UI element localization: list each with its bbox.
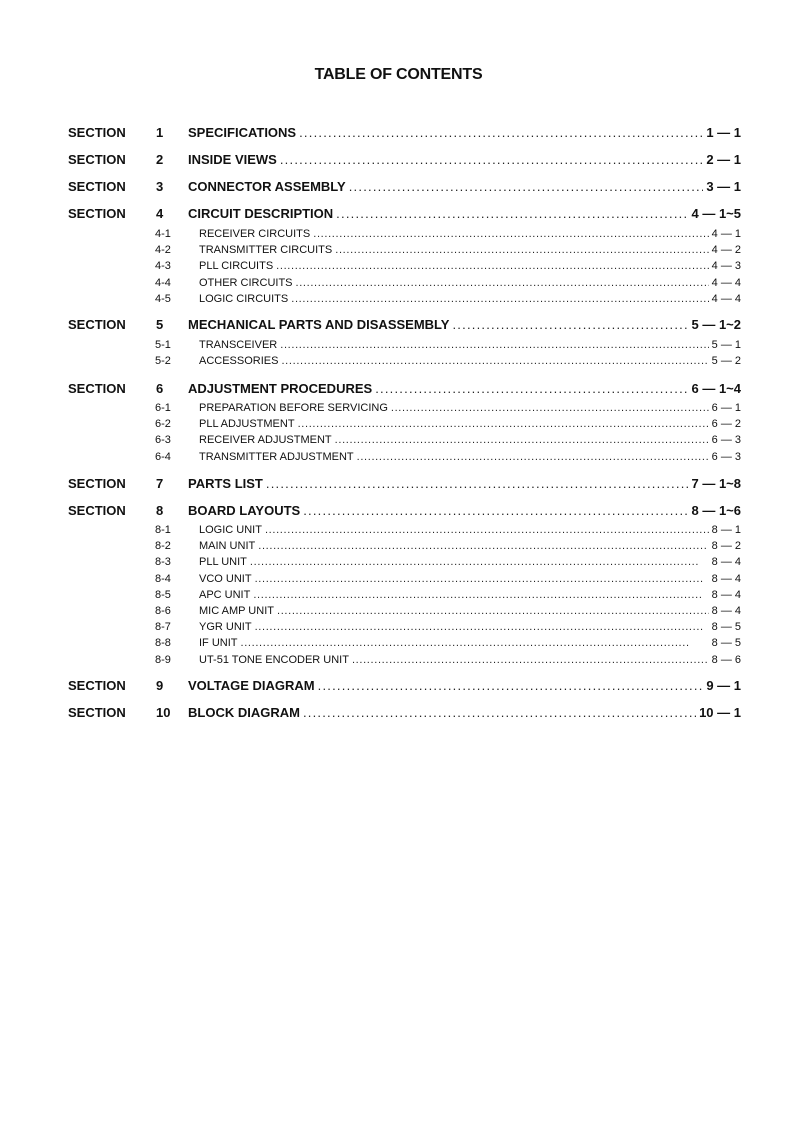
toc-entry [188, 476, 741, 491]
dot-leader [280, 152, 703, 167]
subsection-row [0, 244, 797, 258]
subsection-title: PLL ADJUSTMENT [199, 418, 295, 431]
subsection-title: LOGIC UNIT [199, 524, 262, 536]
subsection-page: 8 — 4 [711, 588, 741, 601]
section-page: 4 — 1~5 [691, 206, 741, 221]
subsection-number: 6-1 [155, 402, 171, 414]
section-label: SECTION [68, 705, 126, 720]
subsection-row [0, 355, 797, 369]
dot-leader [303, 503, 688, 518]
toc-entry [199, 589, 741, 601]
toc-entry [188, 179, 741, 194]
subsection-page: 8 — 4 [711, 605, 741, 617]
dot-leader [335, 244, 708, 256]
dot-leader [335, 434, 709, 446]
subsection-title: UT-51 TONE ENCODER UNIT [199, 653, 349, 666]
section-title: CIRCUIT DESCRIPTION [188, 206, 334, 221]
toc-entry [188, 503, 741, 518]
section-number: 3 [156, 179, 164, 194]
subsection-number: 8-2 [155, 540, 171, 553]
subsection-number: 4-5 [155, 292, 171, 305]
subsection-title: MAIN UNIT [199, 540, 256, 553]
section-number: 8 [156, 503, 164, 518]
subsection-page: 6 — 3 [711, 450, 741, 463]
subsection-number: 6-3 [155, 434, 171, 447]
section-label: SECTION [68, 317, 126, 332]
toc-entry [199, 339, 741, 351]
subsection-number: 8-3 [155, 556, 171, 569]
subsection-number: 8-9 [155, 653, 171, 666]
dot-leader [313, 228, 708, 240]
section-title: SPECIFICATIONS [188, 125, 297, 140]
toc-entry [199, 637, 741, 649]
section-row [0, 317, 797, 333]
subsection-title: TRANSCEIVER [199, 339, 278, 351]
toc-entry [188, 206, 741, 221]
dot-leader [255, 621, 709, 633]
dot-leader [265, 524, 709, 536]
toc-entry [199, 244, 741, 256]
dot-leader [357, 451, 709, 463]
section-page: 1 — 1 [706, 125, 741, 140]
subsection-page: 4 — 4 [711, 292, 741, 305]
toc-entry [199, 621, 741, 633]
section-page: 5 — 1~2 [691, 317, 741, 332]
subsection-row [0, 260, 797, 274]
subsection-page: 4 — 3 [711, 260, 741, 273]
subsection-number: 4-3 [155, 260, 171, 273]
section-label: SECTION [68, 678, 126, 693]
subsection-number: 8-5 [155, 588, 171, 601]
section-page: 2 — 1 [706, 152, 741, 167]
section-row [0, 381, 797, 397]
section-label: SECTION [68, 206, 126, 221]
toc-entry [199, 434, 741, 446]
subsection-number: 4-4 [155, 276, 171, 289]
subsection-row [0, 540, 797, 554]
subsection-number: 8-8 [155, 637, 171, 650]
subsection-number: 4-1 [155, 228, 171, 240]
subsection-page: 6 — 3 [711, 434, 741, 447]
section-label: SECTION [68, 152, 126, 167]
section-row [0, 678, 797, 694]
section-number: 7 [156, 476, 164, 491]
section-label: SECTION [68, 476, 126, 491]
section-label: SECTION [68, 381, 126, 396]
dot-leader [276, 260, 708, 272]
dot-leader [452, 317, 688, 332]
subsection-row [0, 402, 797, 416]
section-number: 1 [156, 125, 164, 140]
subsection-row [0, 556, 797, 570]
subsection-title: YGR UNIT [199, 621, 252, 634]
section-page: 8 — 1~6 [691, 503, 741, 518]
section-row [0, 125, 797, 141]
subsection-title: APC UNIT [199, 588, 251, 601]
subsection-page: 8 — 4 [711, 572, 741, 585]
section-title: PARTS LIST [188, 476, 263, 491]
toc-entry [199, 418, 741, 430]
section-page: 9 — 1 [706, 678, 741, 693]
dot-leader [280, 339, 708, 351]
toc-entry [199, 540, 741, 552]
section-label: SECTION [68, 125, 126, 140]
toc-entry [199, 524, 741, 536]
subsection-row [0, 524, 797, 538]
dot-leader [299, 125, 703, 140]
subsection-page: 8 — 2 [711, 540, 741, 553]
section-label: SECTION [68, 179, 126, 194]
subsection-title: ACCESSORIES [199, 355, 279, 368]
subsection-number: 8-1 [155, 524, 171, 536]
dot-leader [391, 402, 709, 414]
toc-entry [188, 152, 741, 167]
section-row [0, 179, 797, 195]
subsection-row [0, 573, 797, 587]
subsection-page: 8 — 6 [711, 653, 741, 666]
section-title: INSIDE VIEWS [188, 152, 277, 167]
section-title: MECHANICAL PARTS AND DISASSEMBLY [188, 317, 450, 332]
subsection-title: MIC AMP UNIT [199, 605, 274, 617]
toc-entry [188, 317, 741, 332]
subsection-number: 5-2 [155, 355, 171, 368]
subsection-title: IF UNIT [199, 637, 238, 650]
toc-entry [199, 293, 741, 305]
subsection-row [0, 434, 797, 448]
subsection-title: LOGIC CIRCUITS [199, 292, 289, 305]
subsection-number: 8-6 [155, 605, 171, 617]
toc-entry [199, 355, 741, 367]
section-page: 10 — 1 [699, 705, 741, 720]
dot-leader [375, 381, 688, 396]
subsection-title: PLL UNIT [199, 556, 247, 569]
dot-leader [250, 556, 709, 568]
dot-leader [291, 293, 708, 305]
section-page: 7 — 1~8 [691, 476, 741, 491]
subsection-page: 6 — 1 [711, 402, 741, 414]
subsection-page: 4 — 1 [711, 228, 741, 240]
section-number: 6 [156, 381, 164, 396]
section-title: ADJUSTMENT PROCEDURES [188, 381, 373, 396]
dot-leader [349, 179, 704, 194]
subsection-page: 8 — 4 [711, 556, 741, 569]
dot-leader [277, 605, 709, 617]
subsection-row [0, 654, 797, 668]
section-row [0, 476, 797, 492]
subsection-title: PLL CIRCUITS [199, 260, 274, 273]
subsection-page: 6 — 2 [711, 418, 741, 431]
subsection-row [0, 621, 797, 635]
subsection-number: 8-7 [155, 621, 171, 634]
subsection-page: 5 — 2 [711, 355, 741, 368]
subsection-page: 8 — 5 [711, 637, 741, 650]
toc-entry [199, 556, 741, 568]
section-number: 10 [156, 705, 171, 720]
section-title: BLOCK DIAGRAM [188, 705, 300, 720]
section-row [0, 206, 797, 222]
section-row [0, 503, 797, 519]
dot-leader [255, 573, 709, 585]
dot-leader [241, 637, 709, 649]
subsection-row [0, 228, 797, 242]
toc-entry [199, 228, 741, 240]
dot-leader [253, 589, 708, 601]
subsection-row [0, 637, 797, 651]
subsection-row [0, 605, 797, 619]
subsection-row [0, 589, 797, 603]
subsection-row [0, 418, 797, 432]
toc-entry [199, 605, 741, 617]
section-number: 9 [156, 678, 164, 693]
toc-entry [199, 402, 741, 414]
section-row [0, 705, 797, 721]
page-title: TABLE OF CONTENTS [314, 66, 483, 83]
subsection-title: RECEIVER ADJUSTMENT [199, 434, 332, 447]
toc-entry [188, 678, 741, 693]
toc-entry [199, 260, 741, 272]
dot-leader [298, 418, 709, 430]
subsection-page: 4 — 4 [711, 276, 741, 289]
subsection-page: 8 — 5 [711, 621, 741, 634]
section-number: 4 [156, 206, 164, 221]
dot-leader [352, 654, 709, 666]
section-number: 2 [156, 152, 164, 167]
subsection-title: PREPARATION BEFORE SERVICING [199, 402, 388, 414]
section-title: CONNECTOR ASSEMBLY [188, 179, 346, 194]
dot-leader [336, 206, 688, 221]
dot-leader [258, 540, 708, 552]
subsection-row [0, 451, 797, 465]
subsection-title: TRANSMITTER CIRCUITS [199, 244, 333, 257]
dot-leader [281, 355, 708, 367]
dot-leader [303, 705, 696, 720]
toc-entry [188, 381, 741, 396]
subsection-number: 6-4 [155, 450, 171, 463]
subsection-number: 5-1 [155, 339, 171, 351]
subsection-title: RECEIVER CIRCUITS [199, 228, 311, 240]
subsection-number: 4-2 [155, 244, 171, 257]
subsection-title: VCO UNIT [199, 572, 252, 585]
subsection-page: 5 — 1 [711, 339, 741, 351]
section-row [0, 152, 797, 168]
subsection-row [0, 339, 797, 353]
toc-entry [199, 451, 741, 463]
subsection-number: 8-4 [155, 572, 171, 585]
subsection-title: TRANSMITTER ADJUSTMENT [199, 450, 354, 463]
section-page: 6 — 1~4 [691, 381, 741, 396]
subsection-row [0, 277, 797, 291]
section-label: SECTION [68, 503, 126, 518]
subsection-number: 6-2 [155, 418, 171, 431]
subsection-row [0, 293, 797, 307]
section-number: 5 [156, 317, 164, 332]
subsection-title: OTHER CIRCUITS [199, 276, 293, 289]
section-title: BOARD LAYOUTS [188, 503, 301, 518]
dot-leader [266, 476, 689, 491]
dot-leader [318, 678, 704, 693]
toc-entry [188, 125, 741, 140]
dot-leader [296, 277, 709, 289]
section-page: 3 — 1 [706, 179, 741, 194]
toc-entry [199, 573, 741, 585]
toc-entry [188, 705, 741, 720]
toc-entry [199, 277, 741, 289]
toc-entry [199, 654, 741, 666]
subsection-page: 4 — 2 [711, 244, 741, 257]
subsection-page: 8 — 1 [711, 524, 741, 536]
section-title: VOLTAGE DIAGRAM [188, 678, 315, 693]
